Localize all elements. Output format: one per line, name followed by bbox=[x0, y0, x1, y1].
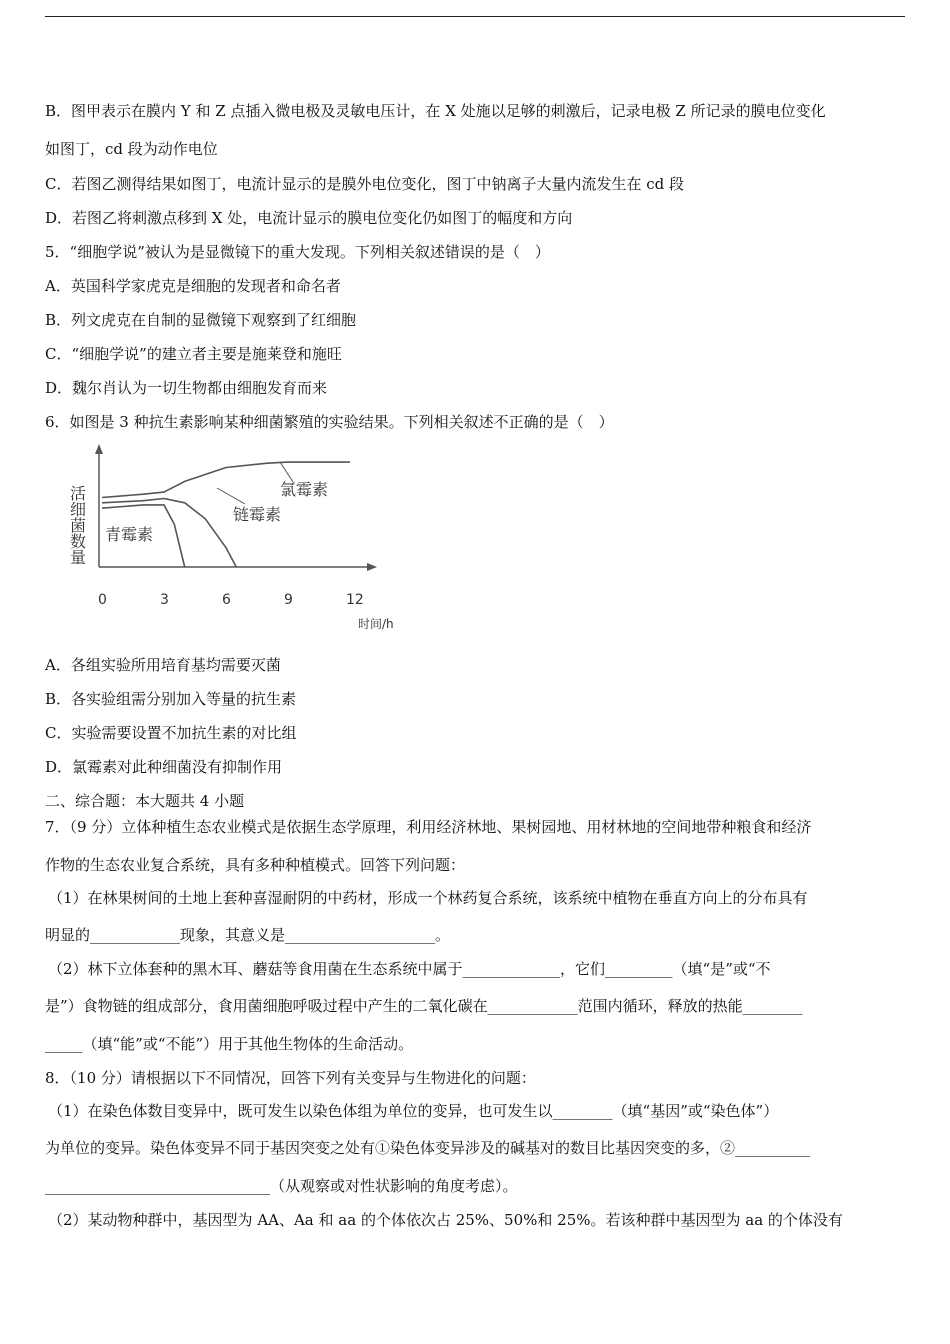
question-6-option-c: C．实验需要设置不加抗生素的对比组 bbox=[45, 724, 297, 742]
question-6-option-b: B．各实验组需分别加入等量的抗生素 bbox=[45, 690, 297, 708]
question-7-line1: 7．（9 分）立体种植生态农业模式是依据生态学原理，利用经济林地、果树园地、用材林地的空间地带种粮食和经济 bbox=[45, 818, 812, 836]
question-8-part2: （2）某动物种群中，基因型为 AA、Aa 和 aa 的个体依次占 25%、50%和 25%。若该种群中基因型为 aa 的个体没有 bbox=[48, 1211, 843, 1229]
option-c: C．若图乙测得结果如图丁，电流计显示的是膜外电位变化，图丁中钠离子大量内流发生在 cd 段 bbox=[45, 175, 685, 193]
x-tick-label: 12 bbox=[346, 592, 364, 608]
series-leader-line bbox=[217, 488, 245, 504]
option-d: D．若图乙将刺激点移到 X 处，电流计显示的膜电位变化仍如图丁的幅度和方向 bbox=[45, 209, 573, 227]
x-tick-label: 9 bbox=[284, 592, 293, 608]
question-5-option-d: D．魏尔肖认为一切生物都由细胞发育而来 bbox=[45, 379, 328, 397]
question-7-part2-line1: （2）林下立体套种的黑木耳、蘑菇等食用菌在生态系统中属于_____________，它们_________（填“是”或“不 bbox=[48, 960, 771, 978]
question-7-part1-line2: 明显的____________现象，其意义是____________________。 bbox=[45, 926, 451, 944]
series-label: 青霉素 bbox=[105, 525, 154, 544]
y-axis-label-text: 活细菌数量 bbox=[67, 485, 87, 565]
series-label: 氯霉素 bbox=[280, 480, 329, 499]
series-leader-line bbox=[280, 462, 293, 482]
question-6-option-d: D．氯霉素对此种细菌没有抑制作用 bbox=[45, 758, 283, 776]
question-5: 5．“细胞学说”被认为是显微镜下的重大发现。下列相关叙述错误的是（ ） bbox=[45, 243, 550, 261]
question-6-option-a: A．各组实验所用培育基均需要灭菌 bbox=[45, 656, 281, 674]
x-axis-label: 时间/h bbox=[358, 617, 394, 631]
y-axis-arrow bbox=[95, 444, 103, 454]
question-7-line2: 作物的生态农业复合系统，具有多种种植模式。回答下列问题： bbox=[45, 856, 466, 874]
question-6: 6．如图是 3 种抗生素影响某种细菌繁殖的实验结果。下列相关叙述不正确的是（ ） bbox=[45, 413, 614, 431]
x-tick-label: 3 bbox=[160, 592, 169, 608]
question-5-option-b: B．列文虎克在自制的显微镜下观察到了红细胞 bbox=[45, 311, 357, 329]
x-tick-label: 0 bbox=[98, 592, 107, 608]
x-axis-arrow bbox=[367, 563, 377, 571]
y-axis-label bbox=[68, 485, 87, 565]
question-8-part1-line2: 为单位的变异。染色体变异不同于基因突变之处有①染色体变异涉及的碱基对的数目比基因突变的多，②__________ bbox=[45, 1139, 811, 1157]
question-5-option-a: A．英国科学家虎克是细胞的发现者和命名者 bbox=[45, 277, 341, 295]
antibiotic-chart bbox=[55, 440, 425, 640]
section-2-heading: 二、综合题：本大题共 4 小题 bbox=[45, 792, 245, 810]
question-7-part2-line2: 是”）食物链的组成部分，食用菌细胞呼吸过程中产生的二氧化碳在____________范围内循环，释放的热能________ bbox=[45, 997, 803, 1015]
question-8-part1-line3: ______________________________（从观察或对性状影响的角度考虑）。 bbox=[45, 1177, 518, 1195]
option-b-line2: 如图丁，cd 段为动作电位 bbox=[45, 140, 218, 158]
series-label: 链霉素 bbox=[233, 505, 282, 524]
x-tick-label: 6 bbox=[222, 592, 231, 608]
question-8-part1-line1: （1）在染色体数目变异中，既可发生以染色体组为单位的变异，也可发生以________（填“基因”或“染色体”） bbox=[48, 1102, 779, 1120]
question-8: 8．（10 分）请根据以下不同情况，回答下列有关变异与生物进化的问题： bbox=[45, 1069, 536, 1087]
question-5-option-c: C．“细胞学说”的建立者主要是施莱登和施旺 bbox=[45, 345, 342, 363]
option-b-line1: B．图甲表示在膜内 Y 和 Z 点插入微电极及灵敏电压计，在 X 处施以足够的刺激后，记录电极 Z 所记录的膜电位变化 bbox=[45, 102, 826, 120]
top-rule bbox=[45, 16, 905, 17]
question-7-part2-line3: _____（填“能”或“不能”）用于其他生物体的生命活动。 bbox=[45, 1035, 414, 1053]
question-7-part1-line1: （1）在林果树间的土地上套种喜湿耐阴的中药材，形成一个林药复合系统，该系统中植物在垂直方向上的分布具有 bbox=[48, 889, 808, 907]
